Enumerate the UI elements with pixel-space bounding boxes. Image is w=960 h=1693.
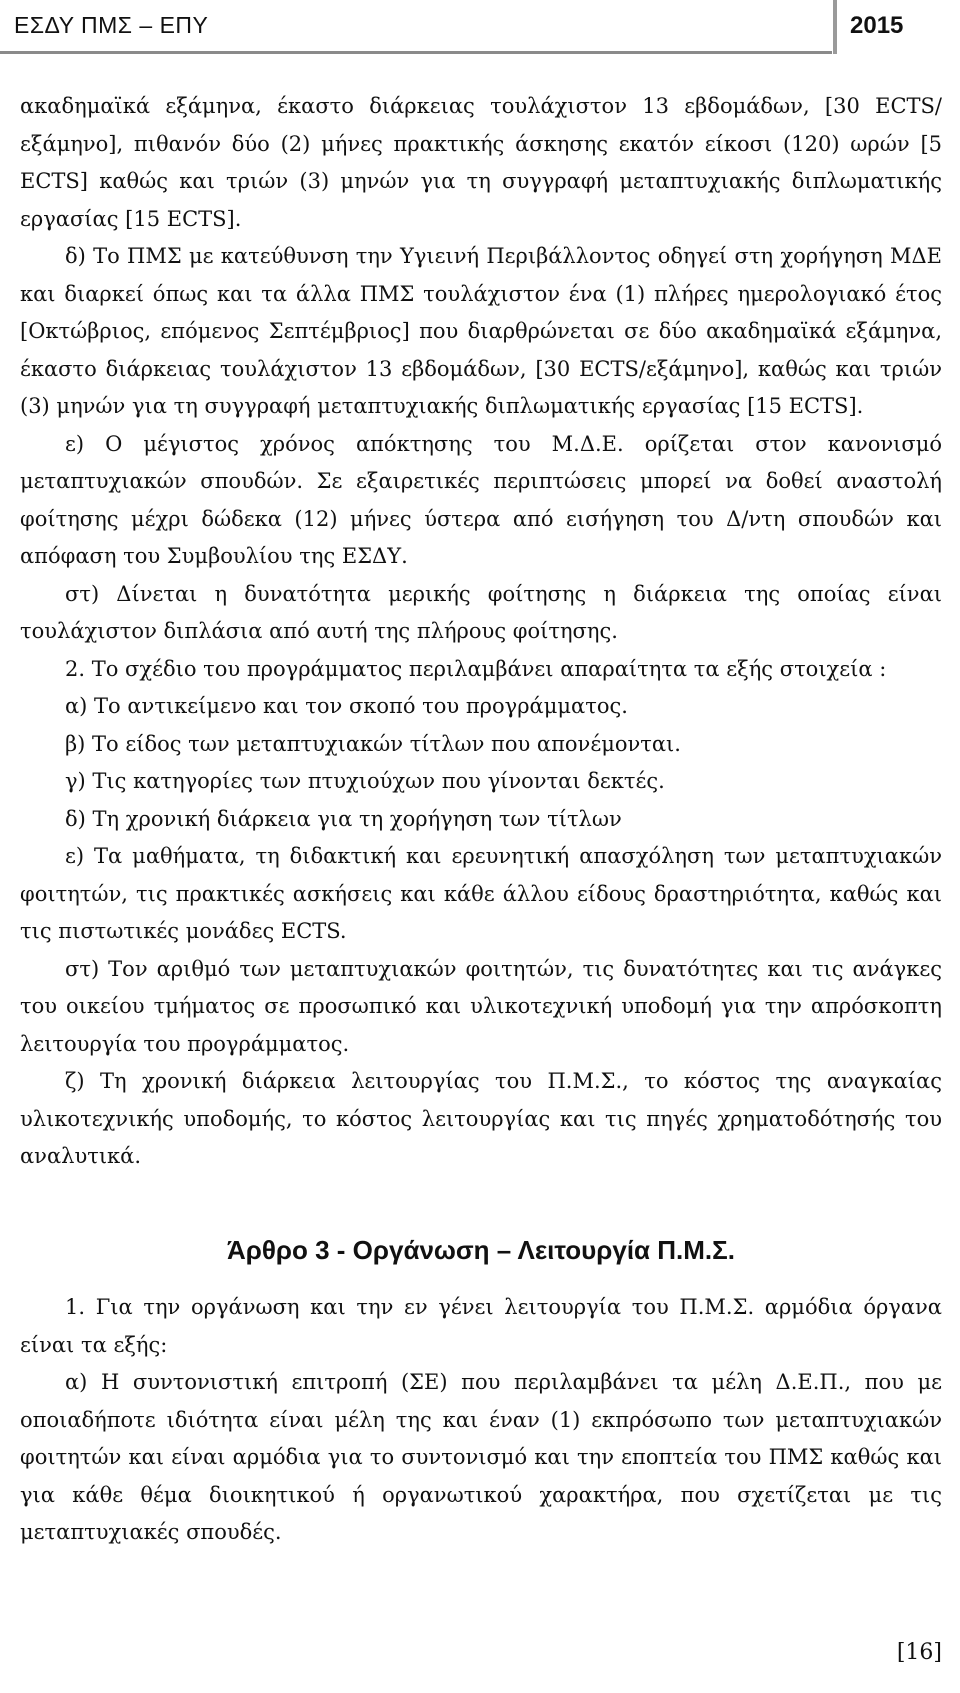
- paragraph: ε) Ο μέγιστος χρόνος απόκτησης του Μ.Δ.Ε. ορίζεται στον κανονισμό μεταπτυχιακών σπουδών. Σε εξαιρετικές περιπτώσεις μπορεί να δοθεί αναστολή φοίτησης μέχρι δώδεκα (12) μήνες ύστερα από εισήγηση του Δ/ντη σπουδών και απόφαση του Συμβουλίου της ΕΣΔΥ.: [20, 431, 942, 568]
- list-item: β) Το είδος των μεταπτυχιακών τίτλων που απονέμονται.: [65, 731, 681, 756]
- paragraph: 1. Για την οργάνωση και την εν γένει λειτουργία του Π.Μ.Σ. αρμόδια όργανα είναι τα εξής:: [20, 1295, 942, 1357]
- page-header: [0, 0, 960, 56]
- list-item: ζ) Τη χρονική διάρκεια λειτουργίας του Π.Μ.Σ., το κόστος της αναγκαίας υλικοτεχνικής υποδομής, το κόστος λειτουργίας και τις πηγές χρηματοδότησής του αναλυτικά.: [20, 1069, 942, 1168]
- paragraph: δ) Το ΠΜΣ με κατεύθυνση την Υγιεινή Περιβάλλοντος οδηγεί στη χορήγηση ΜΔΕ και διαρκεί όπως και τα άλλα ΠΜΣ τουλάχιστον ένα (1) πλήρες ημερολογιακό έτος [Οκτώβριος, επόμενος Σεπτέμβριος] που διαρθρώνεται σε δύο ακαδημαϊκά εξάμηνα, έκαστο διάρκειας τουλάχιστον 13 εβδομάδων, [30 ECTS/εξάμηνο], καθώς και τριών (3) μηνών για τη συγγραφή μεταπτυχιακής διπλωματικής εργασίας [15 ECTS].: [20, 244, 942, 418]
- header-title: ΕΣΔΥ ΠΜΣ – ΕΠΥ: [14, 12, 209, 38]
- paragraph: ακαδημαϊκά εξάμηνα, έκαστο διάρκειας τουλάχιστον 13 εβδομάδων, [30 ECTS/εξάμηνο], πιθανόν δύο (2) μήνες πρακτικής άσκησης εκατόν είκοσι (120) ωρών [5 ECTS] καθώς και τριών (3) μηνών για τη συγγραφή μεταπτυχιακής διπλωματικής εργασίας [15 ECTS].: [20, 94, 942, 231]
- header-year: 2015: [850, 12, 904, 39]
- paragraph: στ) Δίνεται η δυνατότητα μερικής φοίτησης η διάρκεια της οποίας είναι τουλάχιστον διπλάσια από αυτή της πλήρους φοίτησης.: [20, 581, 942, 643]
- page-number: [16]: [896, 1640, 942, 1665]
- paragraph: α) Η συντονιστική επιτροπή (ΣΕ) που περιλαμβάνει τα μέλη Δ.Ε.Π., που με οποιαδήποτε ιδιότητα είναι μέλη της και έναν (1) εκπρόσωπο των μεταπτυχιακών φοιτητών και είναι αρμόδια για το συντονισμό και την εποπτεία του ΠΜΣ καθώς και για κάθε θέμα διοικητικού ή οργανωτικού χαρακτήρα, που σχετίζεται με τις μεταπτυχιακές σπουδές.: [20, 1370, 942, 1544]
- document-body: [20, 88, 942, 1552]
- article-title: Άρθρο 3 - Οργάνωση – Λειτουργία Π.Μ.Σ.: [227, 1234, 735, 1265]
- list-item: γ) Τις κατηγορίες των πτυχιούχων που γίνονται δεκτές.: [65, 769, 665, 793]
- header-rule: [0, 51, 832, 54]
- list-item: α) Το αντικείμενο και τον σκοπό του προγράμματος.: [65, 694, 628, 718]
- list-item: ε) Τα μαθήματα, τη διδακτική και ερευνητική απασχόληση των μεταπτυχιακών φοιτητών, τις πρακτικές ασκήσεις και κάθε άλλου είδους δραστηριότητα, καθώς και τις πιστωτικές μονάδες ECTS.: [20, 844, 942, 943]
- header-divider: [833, 0, 837, 54]
- list-item: δ) Τη χρονική διάρκεια για τη χορήγηση των τίτλων: [65, 806, 622, 831]
- list-item: στ) Τον αριθμό των μεταπτυχιακών φοιτητών, τις δυνατότητες και τις ανάγκες του οικείου τμήματος σε προσωπικό και υλικοτεχνική υποδομή για την απρόσκοπτη λειτουργία του προγράμματος.: [20, 956, 942, 1056]
- paragraph: 2. Το σχέδιο του προγράμματος περιλαμβάνει απαραίτητα τα εξής στοιχεία :: [65, 656, 887, 681]
